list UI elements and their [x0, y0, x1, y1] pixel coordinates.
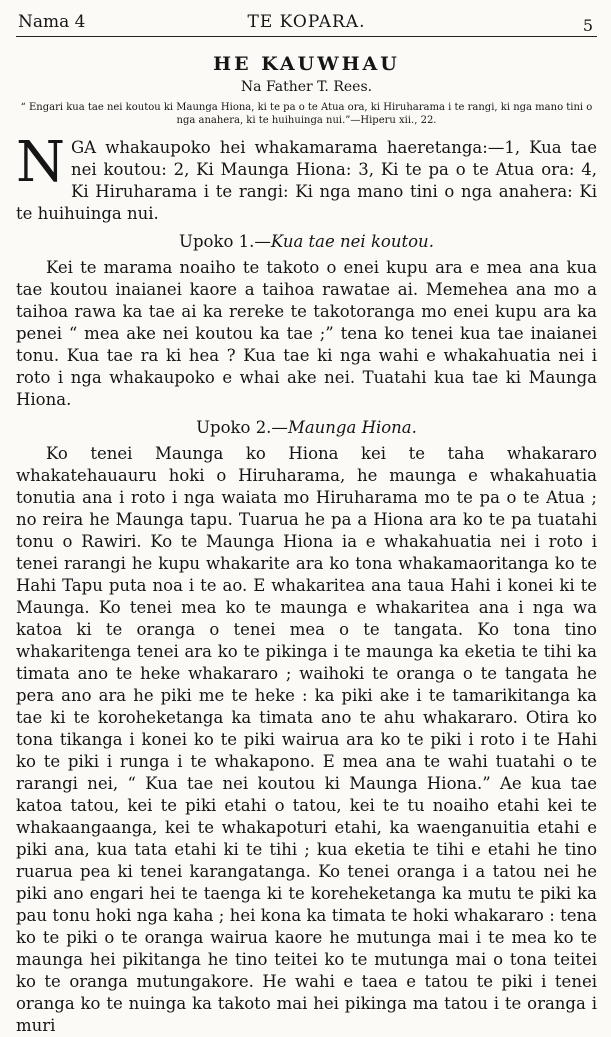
header-rule: [16, 36, 597, 37]
intro-text: GA whakaupoko hei whakamarama haeretanga:—1, Kua tae nei koutou: 2, Ki Maunga Hiona: 3, Ki te pa o te Atua ora: 4, Ki Hiruharama i te rangi: Ki nga mano tini o nga anahera: Ki te huihuinga nui.: [16, 138, 597, 223]
running-head: [16, 8, 597, 34]
publication-title: TE KOPARA.: [247, 12, 366, 32]
article-title: HE KAUWHAU: [213, 53, 400, 75]
intro-paragraph: [16, 130, 597, 225]
section-title: Maunga Hiona.: [287, 418, 417, 437]
scripture-epigraph: “ Engari kua tae nei koutou ki Maunga Hiona, ki te pa o te Atua ora, ki Hiruharama i te rangi, ki nga mano tini o nga anahera, ki te huihuinga nui.”—Hiperu xii., 22.: [20, 102, 593, 126]
section-number: Upoko 1.—: [179, 232, 271, 251]
section-paragraph-1: Kei te marama noaiho te takoto o enei kupu ara e mea ana kua tae koutou inaianei kaore a taihoa rawatae ai. Memehea ana mo a taihoa rawa ka tae ai ka rereke te takotoranga mo enei kupu ara ka penei “ mea ake nei koutou ka tae ;” tena ko tenei kua tae inaianei tonu. Kua tae ra ki hea ? Kua tae ki nga wahi e whakahuatia nei i roto i nga whakaupoko e whai ake nei. Tuatahi kua tae ki Maunga Hiona.: [16, 258, 597, 409]
issue-number: Nama 4: [18, 12, 86, 32]
article-byline: Na Father T. Rees.: [240, 79, 373, 95]
section-paragraph-2: Ko tenei Maunga ko Hiona kei te taha whakararo whakatehauauru hoki o Hiruharama, he maunga e whakahuatia tonutia ana i roto i nga waiata mo Hiruharama mo te pa o te Atua ; no reira he Maunga tapu. Tuarua he pa a Hiona ara ko te pa tuatahi tonu o Rawiri. Ko te Maunga Hiona ia e whakahuatia nei i roto i tenei rarangi he kupu whakarite ara ko tona whakamaoritanga ko te Hahi Tapu puta noa i te ao. E whakaritea ana taua Hahi i konei ki te Maunga. Ko tenei mea ko te maunga e whakaritea ana i nga wa katoa ki te oranga o tenei mea o te tangata. Ko tona tino whakaritenga tenei ara ko te pikinga i te maunga ka eketia te tihi ka timata ano te heke whakararo ; waihoki te oranga o te tangata he pera ano ara he piki me te heke : ka piki ake i te tamarikitanga ka tae ki te koroheketanga ka timata ano te ahu whakararo. Otira ko tona tikanga i konei ko te piki wairua ara ko te piki i roto i te Hahi ko te piki i runga i te whakapono. E mea ana te wahi tuatahi o te rarangi nei, “ Kua tae nei koutou ki Maunga Hiona.” Ae kua tae katoa tatou, kei te piki etahi o tatou, kei te tu noaiho etahi kei te whakaangaanga, kei te whakapoturi etahi, ka waenganuitia etahi e piki ana, kua tata etahi ki te tihi ; kua eketia te tihi e etahi he tino ruarua pea ki tenei karangatanga. Ko tenei oranga i a tatou nei he piki ano engari hei te taenga ki te koreheketanga ka mutu te piki ka pau tonu hoki nga kaha ; hei kona ka timata te hoki whakararo : tena ko te piki o te oranga wairua kaore he mutunga mai i te mea ko te maunga hei pikitanga he tino teitei ko te mutunga mai o tona teitei ko te oranga mutungakore. He wahi e taea e tatou te piki i tenei oranga ko te nuinga ka takoto mai hei pikinga ma tatou i te oranga i muri: [16, 444, 597, 1035]
section-heading-2: [16, 417, 597, 439]
section-heading-1: [16, 231, 597, 253]
page-number: 5: [582, 16, 593, 35]
section-number: Upoko 2.—: [196, 418, 288, 437]
section-title: Kua tae nei koutou.: [270, 232, 434, 251]
drop-cap: N: [16, 130, 65, 195]
